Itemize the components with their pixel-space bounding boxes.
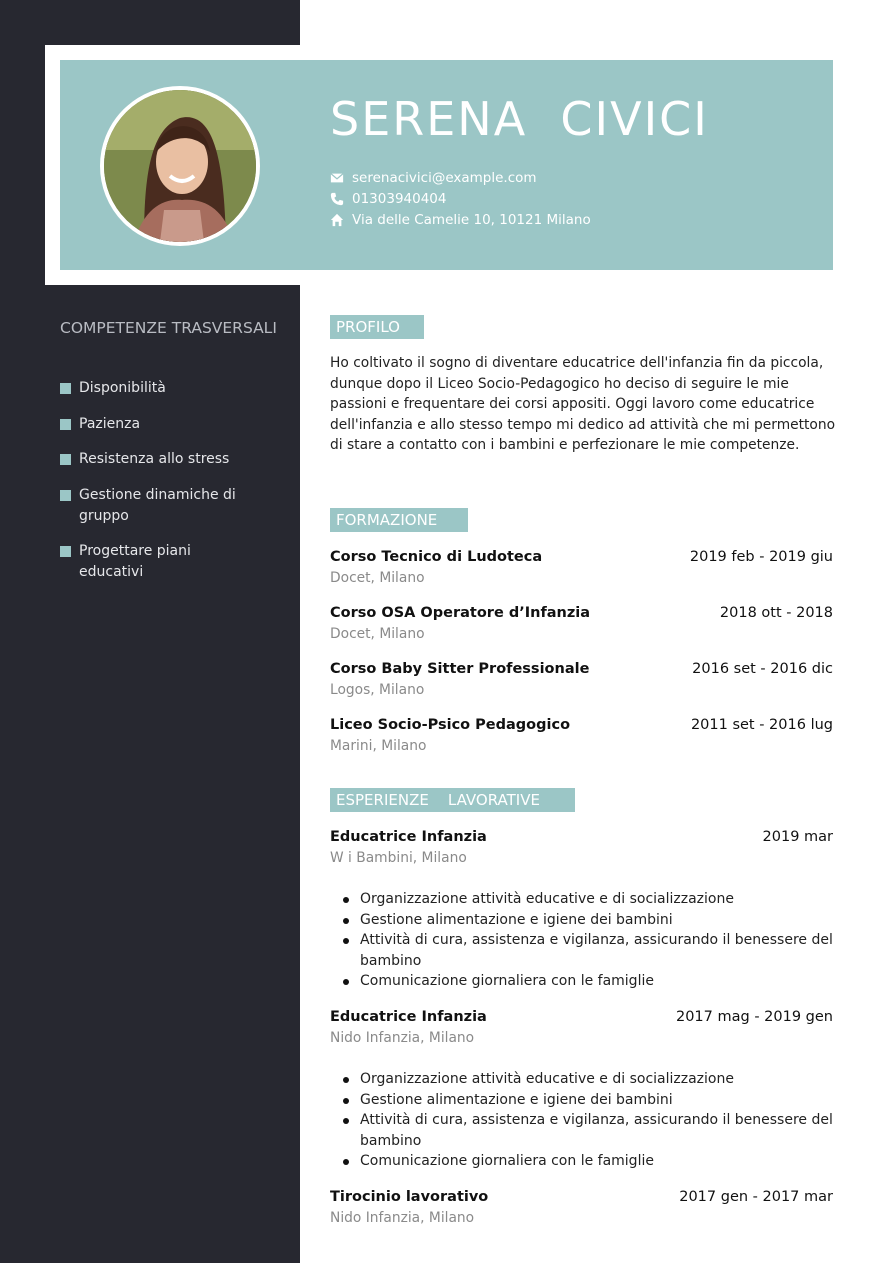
- experience-bullets: [330, 1069, 833, 1172]
- list-item: Comunicazione giornaliera con le famiglie: [330, 1151, 833, 1172]
- entry-place: Docet, Milano: [330, 570, 425, 586]
- entry-title: Liceo Socio-Psico Pedagogico: [330, 717, 571, 733]
- education-entry: [330, 547, 833, 589]
- skill-item: Progettare piani educativi: [60, 541, 229, 583]
- entry-place: Marini, Milano: [330, 738, 427, 754]
- entry-dates: 2016 set - 2016 dic: [692, 661, 833, 677]
- experience-bullets: [330, 889, 833, 992]
- entry-dates: 2019 feb - 2019 giu: [689, 549, 833, 565]
- list-item: Organizzazione attività educative e di socializzazione: [330, 889, 833, 910]
- list-item: Attività di cura, assistenza e vigilanza, assicurando il benessere del bambino: [330, 930, 833, 971]
- entry-title: Educatrice Infanzia: [330, 829, 487, 845]
- skills-title: COMPETENZE TRASVERSALI: [60, 319, 277, 337]
- entry-dates: 2019 mar: [762, 829, 833, 845]
- contact-phone: [330, 191, 446, 207]
- address-text: Via delle Camelie 10, 10121 Milano: [352, 212, 591, 228]
- section-label-experience: ESPERIENZE LAVORATIVE: [330, 788, 575, 812]
- entry-place: Docet, Milano: [330, 626, 425, 642]
- education-entry: [330, 659, 833, 701]
- entry-dates: 2017 mag - 2019 gen: [675, 1009, 833, 1025]
- list-item: Comunicazione giornaliera con le famiglie: [330, 971, 833, 992]
- education-entry: [330, 603, 833, 645]
- entry-dates: 2018 ott - 2018: [719, 605, 833, 621]
- entry-dates: 2011 set - 2016 lug: [690, 717, 833, 733]
- entry-title: Tirocinio lavorativo: [330, 1189, 489, 1205]
- entry-place: Logos, Milano: [330, 682, 425, 698]
- entry-place: Nido Infanzia, Milano: [330, 1030, 475, 1046]
- entry-title: Corso OSA Operatore d’Infanzia: [330, 605, 591, 621]
- experience-entry: [330, 1187, 833, 1229]
- list-item: Gestione alimentazione e igiene dei bambini: [330, 910, 833, 931]
- education-entry: [330, 715, 833, 757]
- profile-text: Ho coltivato il sogno di diventare educatrice dell'infanzia fin da piccola, dunque dopo il Liceo Socio-Pedagogico ho deciso di seguire le mie passioni e frequentare dei corsi appositi. Oggi lavoro come educatrice dell'infanzia e allo stesso tempo mi dedico ad attività che mi permettono di stare a contatto con i bambini e perfezionare le mie competenze.: [330, 355, 836, 454]
- envelope-icon: [330, 171, 344, 185]
- phone-icon: [330, 192, 344, 206]
- skill-item: Resistenza allo stress: [60, 449, 290, 470]
- section-label-education: FORMAZIONE: [330, 508, 468, 532]
- home-icon: [330, 213, 344, 227]
- entry-place: Nido Infanzia, Milano: [330, 1210, 475, 1226]
- entry-title: Corso Tecnico di Ludoteca: [330, 549, 543, 565]
- section-label-profile: PROFILO: [330, 315, 424, 339]
- entry-dates: 2017 gen - 2017 mar: [679, 1189, 833, 1205]
- contact-address: [330, 212, 591, 228]
- skills-list: [60, 378, 290, 598]
- list-item: Organizzazione attività educative e di socializzazione: [330, 1069, 833, 1090]
- email-text[interactable]: serenacivici@example.com: [352, 170, 537, 186]
- contact-email: [330, 170, 537, 186]
- profile-photo: [100, 86, 260, 246]
- experience-entry: [330, 827, 833, 869]
- skill-item: Disponibilità: [60, 378, 290, 399]
- entry-place: W i Bambini, Milano: [330, 850, 467, 866]
- candidate-name: SERENA CIVICI: [330, 92, 709, 146]
- skill-item: Gestione dinamiche di gruppo: [60, 485, 254, 527]
- phone-text[interactable]: 01303940404: [352, 191, 447, 207]
- list-item: Attività di cura, assistenza e vigilanza, assicurando il benessere del bambino: [330, 1110, 833, 1151]
- list-item: Gestione alimentazione e igiene dei bambini: [330, 1090, 833, 1111]
- entry-title: Educatrice Infanzia: [330, 1009, 487, 1025]
- entry-title: Corso Baby Sitter Professionale: [330, 661, 590, 677]
- experience-entry: [330, 1007, 833, 1049]
- skill-item: Pazienza: [60, 414, 290, 435]
